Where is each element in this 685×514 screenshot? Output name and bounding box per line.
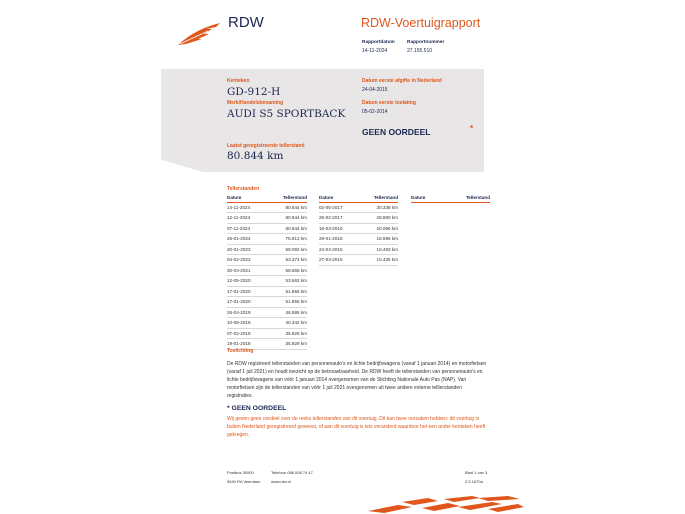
teller-value: 80.844 km xyxy=(227,150,284,162)
brand-name: RDW xyxy=(228,14,264,31)
col-stand-header: Tellerstand xyxy=(266,194,307,202)
rapportnummer-value: 27.155.510 xyxy=(407,48,433,54)
row-datum: 15-03-2016 xyxy=(319,223,358,234)
row-datum: 10-08-2018 xyxy=(227,318,266,329)
rapportdatum-value: 14-11-2024 xyxy=(362,48,388,54)
row-datum: 20-01-2023 xyxy=(227,244,266,255)
row-datum: 17-01-2020 xyxy=(227,297,266,308)
col-datum-header: Datum xyxy=(227,194,266,202)
row-datum: 25-02-2017 xyxy=(319,213,358,224)
table-row xyxy=(227,286,307,297)
table-row xyxy=(227,234,307,245)
row-tellerstand: 80.844 km xyxy=(266,213,307,224)
kenteken-value: GD-912-H xyxy=(227,86,281,98)
row-datum: 07-11-2024 xyxy=(227,223,266,234)
row-tellerstand: 20.056 km xyxy=(358,223,398,234)
row-tellerstand: 75.913 km xyxy=(266,234,307,245)
tellerstanden-table-1 xyxy=(227,194,307,350)
row-tellerstand: 28.890 km xyxy=(358,213,398,224)
row-tellerstand: 63.374 km xyxy=(266,255,307,266)
table-row xyxy=(227,297,307,308)
tellerstanden-table-3 xyxy=(411,194,490,203)
toelichting-text: De RDW registreert tellerstanden van personenauto's en lichte bedrijfswagens (vanaf 1 januari 2014) en motorfietsen (vanaf 1 juli 2021) en houdt toezicht op de betrouwbaarheid. De RDW heeft de tellerstanden van personenauto's en lichte bedrijfswagens van vóór 1 januari 2014 overgenomen van de Stichting Nationale Auto Pas (NAP). Van motorfietsen zijn de tellerstanden van vóór 1 juli 2021 overgenomen uit twee andere externe telllerstanden registraties. xyxy=(227,361,487,399)
row-tellerstand: 40.342 km xyxy=(266,318,307,329)
footer-postbus: Postbus 30000 xyxy=(227,470,254,475)
col-stand-header: Tellerstand xyxy=(358,194,398,202)
orange-stripes-icon xyxy=(368,495,528,514)
col-stand-header: Tellerstand xyxy=(440,194,490,202)
afgifte-nl-value: 24-04-2015 xyxy=(362,87,388,93)
row-datum: 26-01-2024 xyxy=(227,234,266,245)
table-row xyxy=(227,265,307,276)
row-tellerstand: 46.595 km xyxy=(266,307,307,318)
table-row xyxy=(227,255,307,266)
teller-label: Laatst geregistreerde tellerstand xyxy=(227,143,305,149)
table-row xyxy=(227,244,307,255)
row-datum: 17-01-2020 xyxy=(227,286,266,297)
row-datum: 26-04-2019 xyxy=(227,307,266,318)
row-datum: 27-03-2015 xyxy=(319,255,358,266)
toelating-label: Datum eerste toelating xyxy=(362,100,416,106)
footer-website: www.rdw.nl xyxy=(271,479,292,484)
row-tellerstand: 30.338 km xyxy=(358,202,398,213)
table-row xyxy=(227,223,307,234)
toelating-value: 05-02-2014 xyxy=(362,109,388,115)
rdw-logo-icon xyxy=(178,22,222,46)
row-tellerstand: 10.483 km xyxy=(358,244,398,255)
col-datum-header: Datum xyxy=(319,194,358,202)
row-tellerstand: 18.896 km xyxy=(358,234,398,245)
row-tellerstand: 51.856 km xyxy=(266,286,307,297)
row-datum: 14-11-2024 xyxy=(227,202,266,213)
tellerstanden-title: Tellerstanden xyxy=(227,186,260,192)
row-tellerstand: 35.829 km xyxy=(266,339,307,350)
oordeel-badge: GEEN OORDEEL xyxy=(362,127,431,137)
row-datum: 07-02-2018 xyxy=(227,328,266,339)
table-row xyxy=(227,328,307,339)
vehicle-panel xyxy=(161,69,484,172)
geen-oordeel-text: Wij geven geen oordeel over de reeks tellerstanden van dit voertuig. Dit kan twee oorzaken hebben: dit voertuig is buiten Nederland geregistreerd geweest, of aan dit voertuig is iets veranderd waardoor het een ander kenteken heeft gekregen. xyxy=(227,416,486,438)
table-row xyxy=(319,244,398,255)
table-row xyxy=(227,307,307,318)
row-tellerstand: 80.844 km xyxy=(266,202,307,213)
merk-value: AUDI S5 SPORTBACK xyxy=(227,108,346,120)
row-datum: 30-04-2021 xyxy=(227,265,266,276)
row-datum: 24-04-2015 xyxy=(319,244,358,255)
row-datum: 12-05-2020 xyxy=(227,276,266,287)
tellerstanden-table-2 xyxy=(319,194,398,266)
afgifte-nl-label: Datum eerste afgifte in Nederland xyxy=(362,78,442,84)
table-row xyxy=(319,223,398,234)
table-row xyxy=(319,255,398,266)
footer-telefoon: Telefoon 088 008 74 47 xyxy=(271,470,313,475)
col-datum-header: Datum xyxy=(411,194,440,202)
row-tellerstand: 10.435 km xyxy=(358,255,398,266)
row-datum: 04-02-2022 xyxy=(227,255,266,266)
table-row xyxy=(319,213,398,224)
table-row xyxy=(227,318,307,329)
oordeel-asterisk: * xyxy=(470,124,474,133)
table-row xyxy=(319,202,398,213)
row-tellerstand: 35.829 km xyxy=(266,328,307,339)
row-tellerstand: 69.092 km xyxy=(266,244,307,255)
footer-versie: 2.5 1670a xyxy=(465,479,483,484)
rapportdatum-label: Rapportdatum xyxy=(362,40,395,45)
geen-oordeel-title: * GEEN OORDEEL xyxy=(227,405,287,412)
table-row xyxy=(227,202,307,213)
table-row xyxy=(319,234,398,245)
row-datum: 02-05-2017 xyxy=(319,202,358,213)
row-datum: 19-01-2018 xyxy=(227,339,266,350)
row-datum: 29-01-2016 xyxy=(319,234,358,245)
row-tellerstand: 53.662 km xyxy=(266,276,307,287)
row-tellerstand: 58.865 km xyxy=(266,265,307,276)
table-row xyxy=(227,276,307,287)
row-tellerstand: 51.855 km xyxy=(266,297,307,308)
toelichting-title: Toelichting xyxy=(227,348,254,354)
row-tellerstand: 80.844 km xyxy=(266,223,307,234)
footer-blad: Blad 1 van 3 xyxy=(465,470,488,475)
footer-plaats: 9640 RA Veendam xyxy=(227,479,261,484)
row-datum: 12-11-2024 xyxy=(227,213,266,224)
table-row xyxy=(227,213,307,224)
rapportnummer-label: Rapportnummer xyxy=(407,40,445,45)
report-title: RDW-Voertuigrapport xyxy=(361,16,481,30)
merk-label: Merk/Handelsbenaming xyxy=(227,100,284,106)
kenteken-label: Kenteken xyxy=(227,78,250,84)
